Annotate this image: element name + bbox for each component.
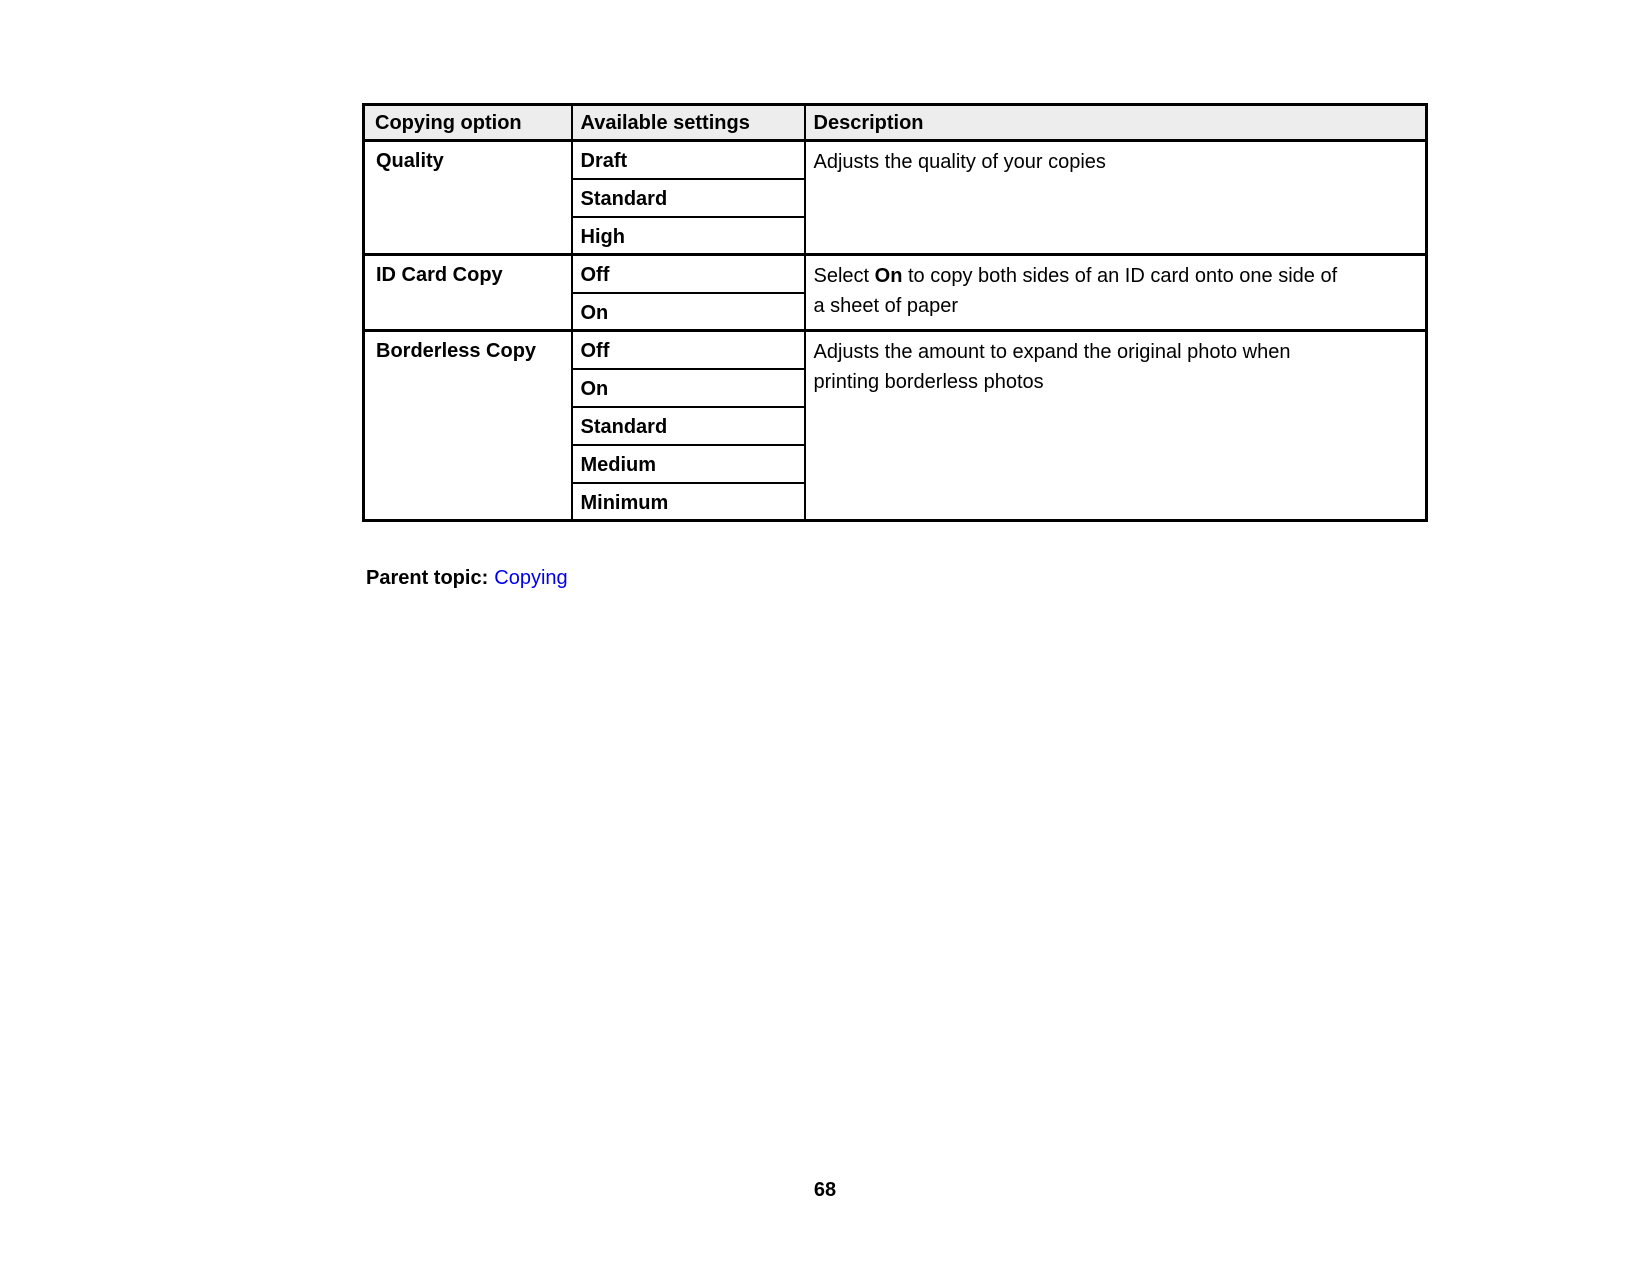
description-quality: Adjusts the quality of your copies: [805, 141, 1427, 255]
parent-topic: [366, 566, 568, 590]
option-id-card-copy: ID Card Copy: [364, 255, 572, 331]
setting-quality-standard: Standard: [572, 179, 805, 217]
page-number: 68: [813, 1179, 837, 1201]
table-row: [364, 141, 1427, 179]
description-id-card-copy: Select On to copy both sides of an ID card onto one side of a sheet of paper: [805, 255, 1427, 331]
parent-topic-label: Parent topic:: [366, 567, 489, 589]
table-row: [364, 331, 1427, 369]
setting-borderless-medium: Medium: [572, 445, 805, 483]
option-quality: Quality: [364, 141, 572, 255]
column-header-available-settings: Available settings: [572, 105, 805, 141]
parent-topic-link[interactable]: Copying: [494, 567, 568, 589]
setting-id-card-on: On: [572, 293, 805, 331]
description-borderless-copy: Adjusts the amount to expand the original photo when printing borderless photos: [805, 331, 1427, 521]
setting-quality-high: High: [572, 217, 805, 255]
setting-borderless-off: Off: [572, 331, 805, 369]
column-header-copying-option: Copying option: [364, 105, 572, 141]
column-header-description: Description: [805, 105, 1427, 141]
setting-borderless-minimum: Minimum: [572, 483, 805, 521]
setting-id-card-off: Off: [572, 255, 805, 293]
setting-borderless-on: On: [572, 369, 805, 407]
table-header-row: [364, 105, 1427, 141]
setting-quality-draft: Draft: [572, 141, 805, 179]
setting-borderless-standard: Standard: [572, 407, 805, 445]
copy-options-table: [362, 103, 1428, 522]
option-borderless-copy: Borderless Copy: [364, 331, 572, 521]
table-row: [364, 255, 1427, 293]
